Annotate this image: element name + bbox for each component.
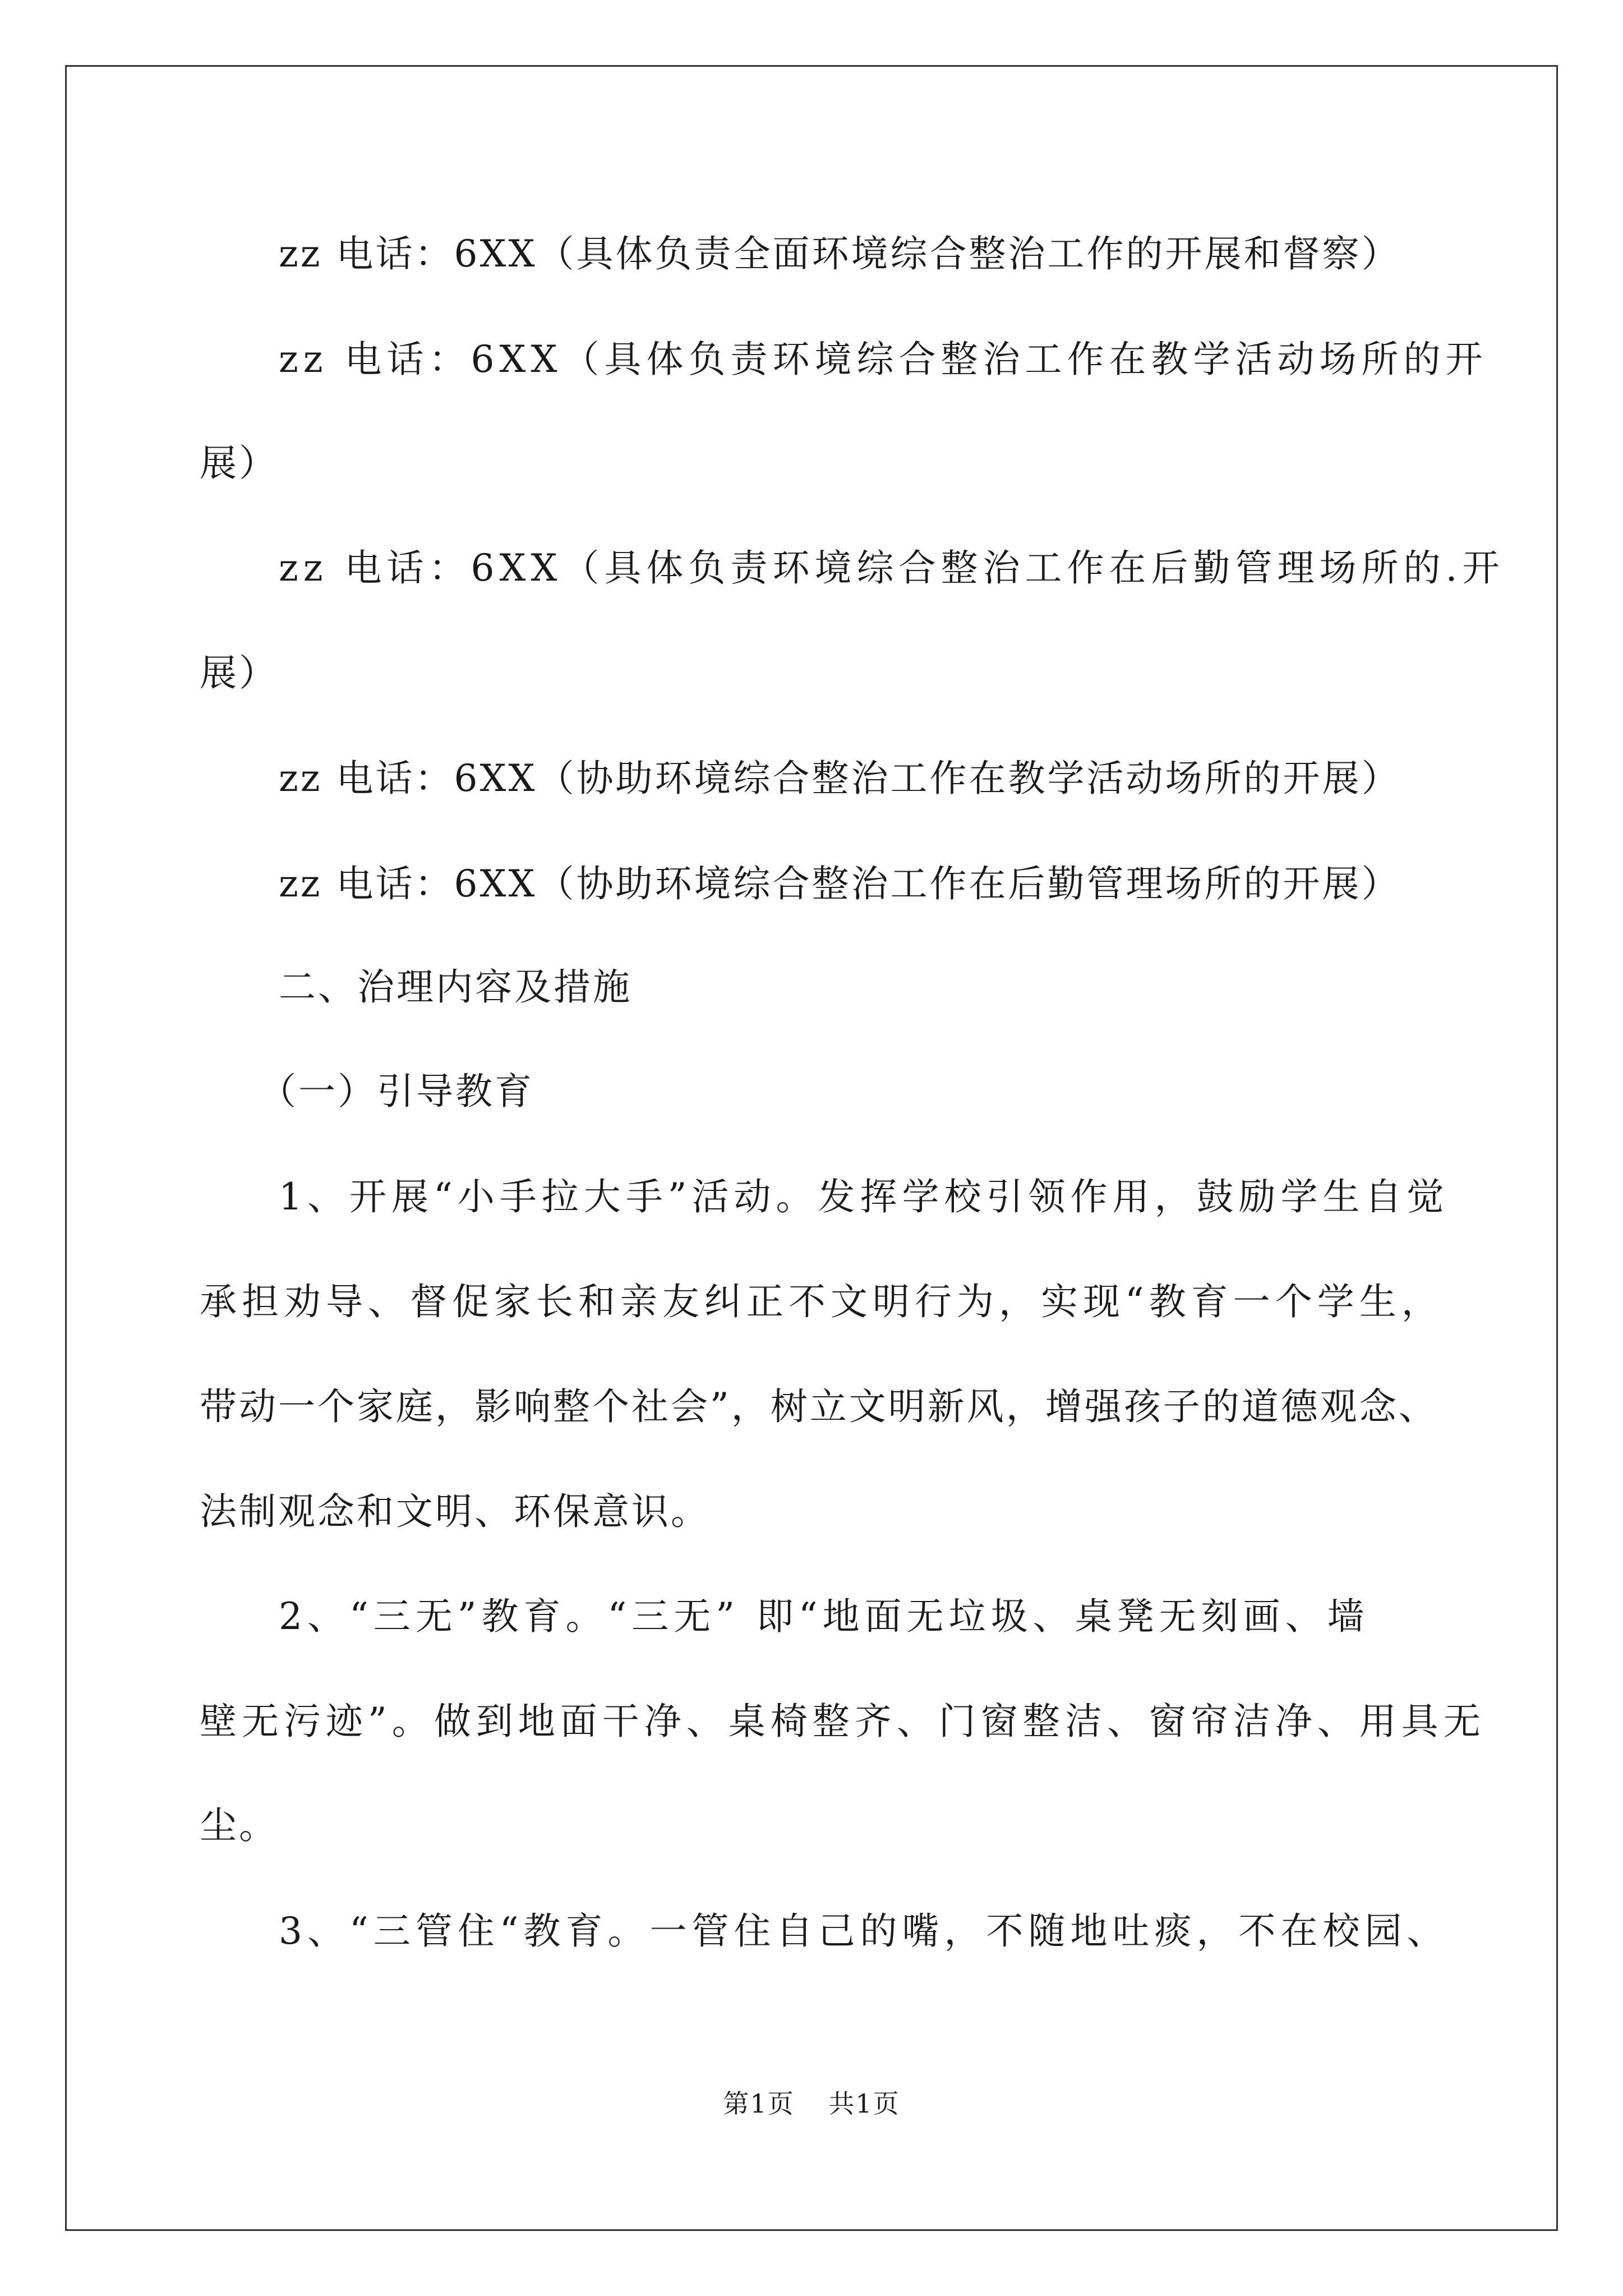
page-number: 第1页	[723, 2088, 795, 2119]
body-text-line: zz 电话：6XX（具体负责全面环境综合整治工作的开展和督察）	[279, 232, 1401, 275]
body-text-line: 法制观念和文明、环保意识。	[200, 1490, 710, 1533]
body-text-line: zz 电话：6XX（具体负责环境综合整治工作在教学活动场所的开	[279, 338, 1488, 381]
body-text-line: 2、“三无”教育。“三无” 即“地面无垃圾、桌凳无刻画、墙	[279, 1595, 1370, 1638]
body-text-line: zz 电话：6XX（协助环境综合整治工作在教学活动场所的开展）	[279, 757, 1401, 800]
body-text-line: 展）	[200, 651, 278, 694]
body-text-line: 1、开展“小手拉大手”活动。发挥学校引领作用，鼓励学生自觉	[279, 1175, 1449, 1218]
body-text-line: zz 电话：6XX（协助环境综合整治工作在后勤管理场所的开展）	[279, 862, 1401, 905]
body-text-line: 带动一个家庭，影响整个社会”，树立文明新风，增强孩子的道德观念、	[200, 1385, 1438, 1428]
page-border	[65, 65, 1558, 2231]
subsection-heading: （一）引导教育	[259, 1070, 534, 1113]
body-text-line: 尘。	[200, 1804, 278, 1847]
body-text-line: 3、“三管住“教育。一管住自己的嘴，不随地吐痰，不在校园、	[279, 1910, 1449, 1953]
section-heading: 二、治理内容及措施	[279, 965, 632, 1009]
body-text-line: 壁无污迹”。做到地面干净、桌椅整齐、门窗整洁、窗帘洁净、用具无	[200, 1700, 1486, 1743]
body-text-line: 承担劝导、督促家长和亲友纠正不文明行为，实现“教育一个学生，	[200, 1280, 1444, 1323]
page-total: 共1页	[828, 2088, 900, 2119]
page-footer	[0, 2088, 1623, 2119]
body-text-line: zz 电话：6XX（具体负责环境综合整治工作在后勤管理场所的.开	[279, 546, 1505, 590]
body-text-line: 展）	[200, 441, 278, 485]
